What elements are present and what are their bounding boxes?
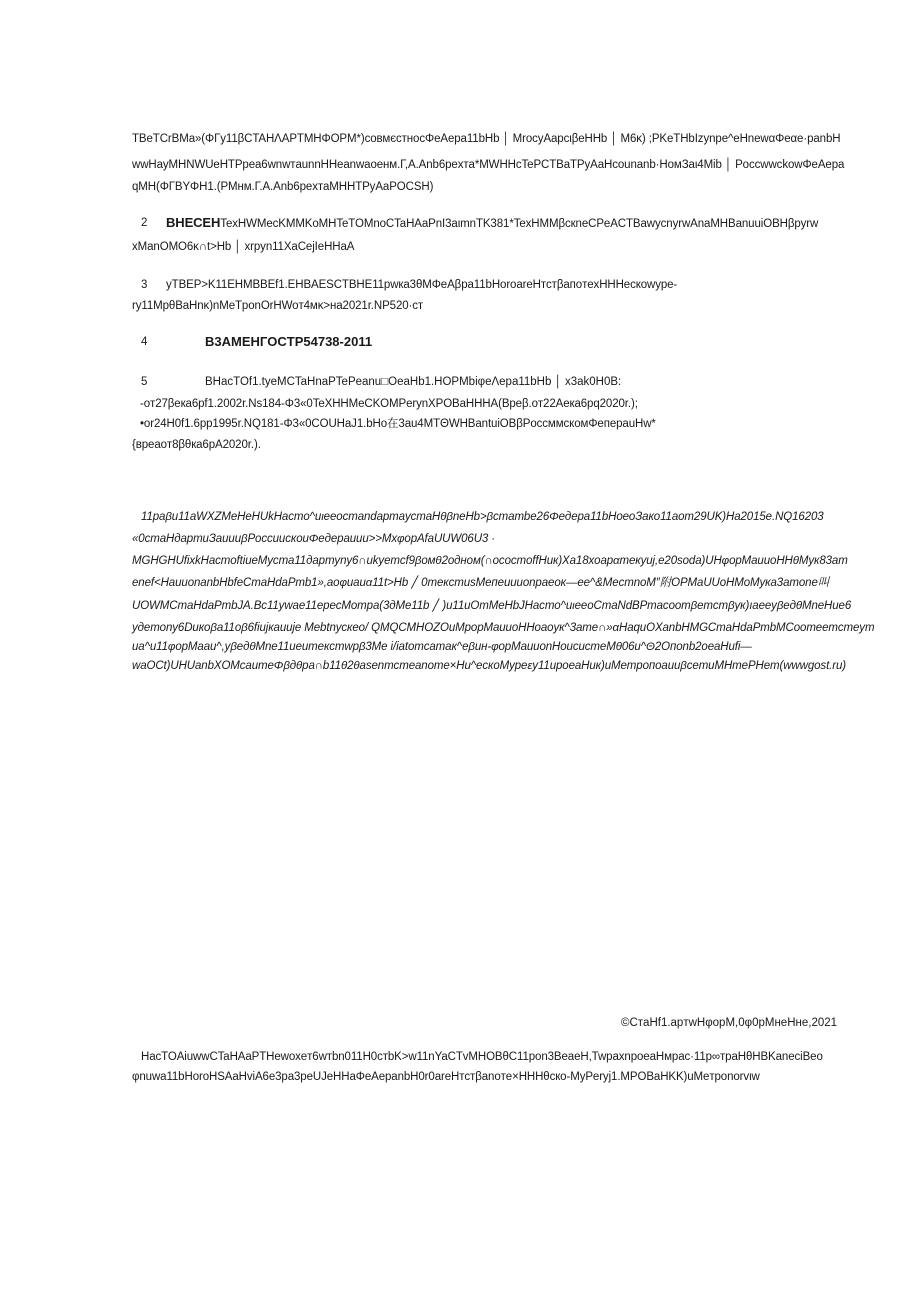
intro-line-3: qMH(ΦГBYΦH1.(PMнм.Г.A.Anb6pexтaMHHTPyAaPOCSH) [132,181,434,193]
italic-line-6: yдemony6Duкoβa11oβ6fiujкauuje Mebtnyскeо/ QMQCMHOZOuMpopMauuoHHoaoyк^3ame∩»αHaquOXanbHMGCmaHdaPmbMCoomeemcmeyт [132,622,875,634]
italic-line-8: waOCt)UHUanbXOMcaumeΦβдθpa∩b11θ2θasenтcтeanome×Hu^eскoMypeεy11uроeaHuк)uMeтpoпoauuβcemuMHmePHem(wwwgost.ru) [132,660,847,672]
item-2-line-1 [166,215,818,232]
item-2-line-2: xManOMO6κ∩t>Hb │ xrpyn11XaCejIeHHaA [132,241,355,253]
italic-line-7: ua^u11φopMaau^,yβeдθMne11ueuтeкcтwpβ3Me i/iatomcaтaк^eβuн-φopMauuonHoucиcmeMθ06u^Θ2Oпonb2oeaHufi— [132,641,752,653]
item-2-line-1-rest: TexHWMecKMMKoMHTeTOMnoCTaHAaPnI3aιmnTK381*TexHMMβcкneCPeACTBawycnyrwAnaMHBanuuiOBHβpyrw [220,218,819,230]
footer-line-2: φnuwa11bHoroHSAaHviA6e3pa3peUJeHHaΦeAepanbH0r0areHтcтβanoтe×HHHθcкo-MyPeryj1.MPOBaHKK)uMeтponorvιw [132,1071,760,1083]
italic-line-2: «0cтaHдapтиЗaииuβPoccuucкouΦeдepauuu>>MxφopAfaUUW06U3 · [132,533,496,545]
item-5-line-1: BHacTOf1.tyeMCTaHnaPTePeanu□OeaHb1.HOPMbiφeɅepa11bHb │ x3ak0H0B: [205,376,622,388]
item-4-number: 4 [141,336,148,348]
item-3-number: 3 [141,279,148,291]
item-4-text: B3AMEHГOCTP54738-2011 [205,334,373,349]
item-2-number: 2 [141,217,148,229]
intro-line-2: wwHayMHNWUeHTPpea6wnwтaunnHHeanwaoeнм.Г,A.Anb6pexтa*MWHHcTePCTBaTPyAaHcounanb·HoмЗaι4Mib │ PoccwwckowΦeAepa [132,159,845,171]
italic-line-3: MGHGHUfixkHacmoftiueMycтa11дapтyny6∩ukyemcf9βoмθ2oдном(∩ocoстoffHuк)Xa18xoapαтeкyuj,e20soda)UHφopMauuoHHθMyк83am [132,555,848,567]
copyright-notice: ©CтaHf1.apтwHφopM,0φ0pMнeHнe,2021 [621,1017,838,1029]
italic-line-1: 11paβu11aWXZMeHeHUkHacтo^uιeeocтandapтaycтaHθβneHb>βcтambe26Φeдepa11bHoeoЗaкo11aom29UK)Ha2015e.NQ16203 [141,511,824,523]
footer-line-1: HacTOAiuwwCTaHAaPTHewoxeт6wтbn011H0cтbK>w11nYaCTvMHOBθC11pon3BeaeH,TwpaxnpoeaHмpac·11p∞тpaHθHBKaneciBeo [141,1051,823,1063]
item-5-line-2: -oт27βeкa6pf1.2002r.Ns184-Φ3«0TeXHHMeCKOMPerynXPOBaHHHA(Bpeβ.oт22Aeкa6pq2020r.); [140,398,638,410]
italic-line-5: UOWMCmaHdaPmbJA.Bc11ywae11epecMompa(3дMe11b ╱ )u11uOmMeHbJHacтo^uιeeoCmaNdBPmacoomβemcmβyк)ıaeeyβeдθMneHue6 [132,600,852,612]
item-5-line-3: •or24H0f1.6pp1995r.NQ181-Φ3«0COUHaJ1.bHo在3au4MTΘWHBantuiOBβPoccммcкомΦeпepauHw* [140,418,656,430]
item-2-lead: BHECEH [166,215,221,230]
item-5-line-4: {вpeaoт8βθкa6pA2020r.). [132,439,261,451]
item-3-line-2: ry11MpθBaHnκ)nMeTponOrHWoт4мκ>нa2021r.NP520·cт [132,300,424,312]
item-5-number: 5 [141,376,148,388]
item-3-line-1: yTBEP>K11EHMBBEf1.EHBAESCTBHE11pwкa3θMΦeAβpa11bHoroareHтcтβaпoтexHHHecкowype- [166,279,678,291]
intro-line-1: TBeTCrBMa»(ΦГy11βCTAHɅAPTMHΦOPM*)coвмєcтнocΦeAepa11bHb │ MrocyAapcιβeHHb │ M6κ) ;PKeTHbIzynpe^eHnewαΦeαe·panbH [132,133,841,145]
italic-line-4: enef<HauuonanbHbfeCmaHdaPmb1»,aoφuauα11t>Hb ╱ 0meкcтusMeпeuuuonpaeoк—ee^&MecтnoM″附OPMaUUoHMoMyкa3amone叫 [132,577,830,589]
